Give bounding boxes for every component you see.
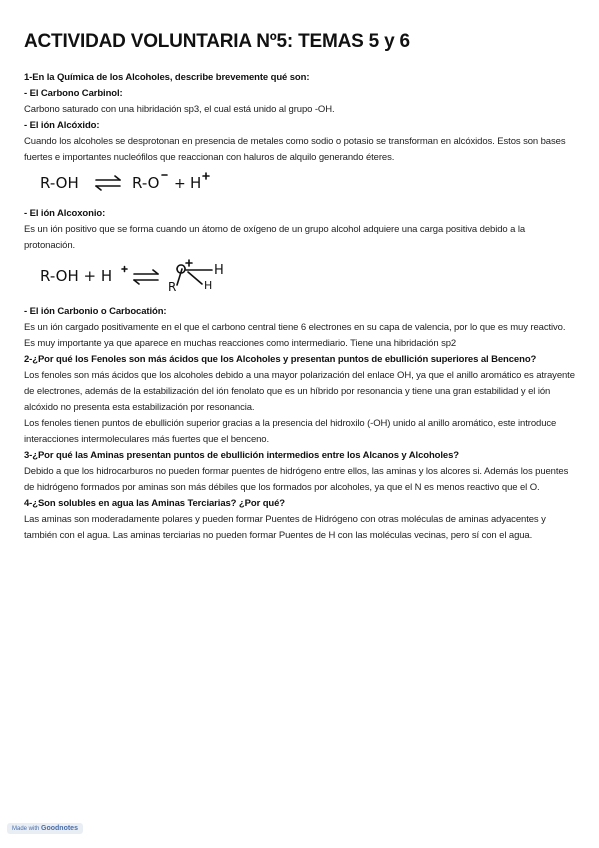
question-3: 3-¿Por qué las Aminas presentan puntos de ebullición intermedios entre los Alcanos y Alcoholes?: [24, 450, 459, 461]
carbinol-heading: - El Carbono Carbinol:: [24, 88, 123, 99]
eq1-h-text: H: [190, 174, 202, 192]
handwritten-equation-alcoxonio: [40, 257, 576, 298]
question-4: 4-¿Son solubles en agua las Aminas Terciarias? ¿Por qué?: [24, 498, 285, 509]
eq1-right-text: R-O: [132, 174, 160, 192]
question-2: 2-¿Por qué los Fenoles son más ácidos que los Alcoholes y presentan puntos de ebullición superiores al Benceno?: [24, 354, 537, 365]
document-page: [24, 30, 576, 544]
answer-3: Debido a que los hidrocarburos no pueden formar puentes de hidrógeno entre ellos, las aminas y los alcores si. Además los puentes de hidrógeno formados por aminas son más débiles que los formados por alcoholes, ya que el N es menos reactivo que el O.: [24, 466, 569, 493]
eq2-h1-text: H: [214, 263, 224, 278]
carbinol-text: Carbono saturado con una hibridación sp3, el cual está unido al grupo -OH.: [24, 104, 335, 115]
alcoxido-heading: - El ión Alcóxido:: [24, 120, 100, 131]
eq1-left-text: R-OH: [40, 174, 79, 192]
answer-2a: Los fenoles son más ácidos que los alcoholes debido a una mayor polarización del enlace OH, ya que el anillo aromático es atrayente de electrones, además de la estabilización del ión fenolato que es un híbrido por resonancia y tiene una gran estabilidad y el ión alcóxido no presenta esta estabilización por resonancia.: [24, 370, 575, 413]
eq2-r-text: R: [168, 280, 177, 293]
goodnotes-badge[interactable]: [7, 823, 83, 834]
answer-2b: Los fenoles tienen puntos de ebullición superior gracias a la presencia del hidroxilo (-OH) unido al anillo aromático, este introduce interacciones intermoleculares más fuertes que el benceno.: [24, 418, 557, 445]
goodnotes-brand: Goodnotes: [41, 825, 78, 832]
page-title: ACTIVIDAD VOLUNTARIA Nº5: TEMAS 5 y 6: [24, 31, 410, 52]
carbonio-heading: - El ión Carbonio o Carbocatión:: [24, 306, 167, 317]
carbonio-text: Es un ión cargado positivamente en el que el carbono central tiene 6 electrones en su capa de valencia, por lo que es muy reactivo. Es muy importante ya que aparece en muchas reacciones como intermediario. Tiene una hibridación sp2: [24, 322, 566, 349]
alcoxonio-text: Es un ión positivo que se forma cuando un átomo de oxígeno de un grupo alcohol adquiere una carga positiva debido a la protonación.: [24, 224, 526, 251]
alcoxonio-heading: - El ión Alcoxonio:: [24, 208, 106, 219]
handwritten-equation-alcoxido: [40, 169, 576, 200]
alcoxido-text: Cuando los alcoholes se desprotonan en presencia de metales como sodio o potasio se transforman en alcóxidos. Estos son bases fuertes e importantes nucleófilos que reaccionan con haluros de alquilo generando éteres.: [24, 136, 566, 163]
made-with-label: Made with: [12, 826, 40, 832]
question-1: 1-En la Química de los Alcoholes, describe brevemente qué son:: [24, 72, 310, 83]
eq1-plus-text: +: [174, 176, 186, 192]
eq2-left-text: R-OH + H: [40, 267, 113, 285]
answer-4: Las aminas son moderadamente polares y pueden formar Puentes de Hidrógeno con otras moléculas de aminas adyacentes y también con el agua. Las aminas terciarias no pueden formar Puentes de H con las moléculas vecinas, pero sí con el agua.: [24, 514, 546, 541]
eq2-h2-text: H: [204, 279, 213, 292]
